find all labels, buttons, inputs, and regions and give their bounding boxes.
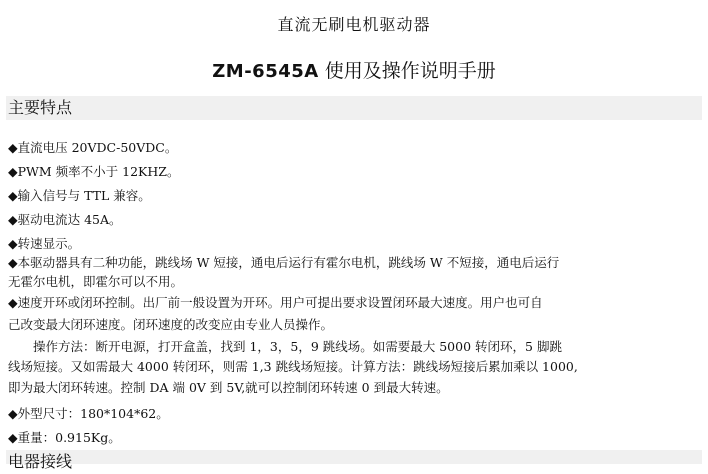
model-number: ZM-6545A — [212, 61, 319, 82]
feature-line: ◆驱动电流达 45A。 — [8, 212, 122, 227]
document-subtitle — [0, 56, 708, 83]
feature-line: ◆输入信号与 TTL 兼容。 — [8, 188, 151, 203]
feature-line: ◆重量：0.915Kg。 — [8, 430, 121, 445]
feature-line: ◆外型尺寸：180*104*62。 — [8, 406, 169, 421]
subtitle-text: 使用及操作说明手册 — [318, 60, 496, 82]
feature-line: ◆PWM 频率不小于 12KHZ。 — [8, 164, 180, 179]
section-heading-features: 主要特点 — [6, 96, 702, 120]
feature-line: 己改变最大闭环速度。闭环速度的改变应由专业人员操作。 — [8, 317, 334, 332]
feature-line: ◆转速显示。 — [8, 236, 81, 251]
section-heading-wiring: 电器接线 — [6, 450, 702, 464]
feature-line: ◆本驱动器具有二种功能，跳线场 W 短接，通电后运行有霍尔电机，跳线场 W 不短接，通电后运行 — [8, 255, 560, 270]
feature-line: 无霍尔电机，即霍尔可以不用。 — [8, 274, 184, 289]
feature-line: ◆速度开环或闭环控制。出厂前一般设置为开环。用户可提出要求设置闭环最大速度。用户也可自 — [8, 295, 543, 310]
document-title: 直流无刷电机驱动器 — [277, 15, 431, 34]
feature-line: 即为最大闭环转速。控制 DA 端 0V 到 5V,就可以控制闭环转速 0 到最大转速。 — [8, 380, 449, 395]
feature-line: 操作方法：断开电源，打开盒盖，找到 1，3，5，9 跳线场。如需要最大 5000 转闭环，5 脚跳 — [8, 339, 562, 354]
feature-line: 线场短接。又如需最大 4000 转闭环，则需 1,3 跳线场短接。计算方法：跳线场短接后累加乘以 1000, — [8, 359, 578, 374]
feature-line: ◆直流电压 20VDC-50VDC。 — [8, 140, 178, 155]
